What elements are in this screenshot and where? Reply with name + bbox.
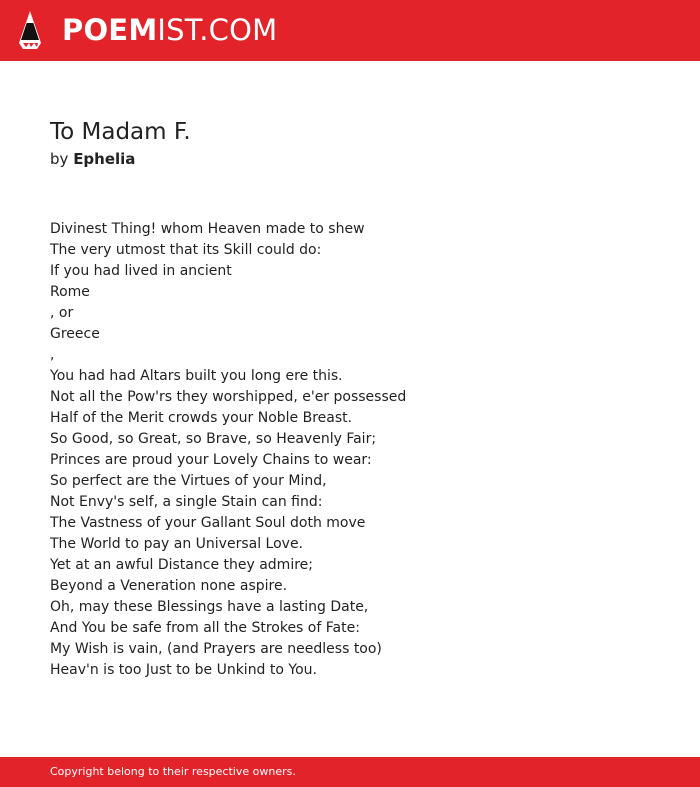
poem-line: Beyond a Veneration none aspire. <box>50 578 288 594</box>
poem-title: To Madam F. <box>50 119 191 145</box>
site-footer <box>0 757 700 787</box>
poem-line: And You be safe from all the Strokes of Fate: <box>50 620 360 636</box>
poem-line: The very utmost that its Skill could do: <box>50 242 322 258</box>
poem-line: If you had lived in ancient <box>50 263 232 279</box>
poem-line: Divinest Thing! whom Heaven made to shew <box>50 221 365 237</box>
logo-brand-light: IST.COM <box>157 13 278 47</box>
poem-line: Greece <box>50 326 100 342</box>
poem-line: Half of the Merit crowds your Noble Breast. <box>50 410 353 426</box>
poem-line: My Wish is vain, (and Prayers are needless too) <box>50 641 382 657</box>
poem-line: , <box>50 347 55 363</box>
poem-line: Not Envy's self, a single Stain can find: <box>50 494 323 510</box>
poem-author: Ephelia <box>73 150 136 168</box>
site-header <box>0 0 700 61</box>
by-label: by <box>50 150 69 168</box>
poem-line: You had had Altars built you long ere this. <box>50 368 343 384</box>
poem-line: Oh, may these Blessings have a lasting Date, <box>50 599 369 615</box>
poem-line: , or <box>50 305 74 321</box>
pencil-tip-icon[interactable] <box>18 10 42 50</box>
poem-line: The Vastness of your Gallant Soul doth move <box>50 515 366 531</box>
poem-line: Heav'n is too Just to be Unkind to You. <box>50 662 317 678</box>
site-logo[interactable] <box>62 13 277 47</box>
poem-line: Not all the Pow'rs they worshipped, e'er possessed <box>50 389 407 405</box>
poem-line: Rome <box>50 284 90 300</box>
poem-line: Princes are proud your Lovely Chains to wear: <box>50 452 372 468</box>
poem-line: So Good, so Great, so Brave, so Heavenly Fair; <box>50 431 377 447</box>
logo-brand-bold: POEM <box>62 13 158 47</box>
poem-byline <box>50 149 135 169</box>
copyright-notice: Copyright belong to their respective owners. <box>50 765 296 778</box>
poem-line: The World to pay an Universal Love. <box>50 536 304 552</box>
poem-line: So perfect are the Virtues of your Mind, <box>50 473 327 489</box>
poem-body <box>50 219 650 681</box>
poem-line: Yet at an awful Distance they admire; <box>50 557 313 573</box>
